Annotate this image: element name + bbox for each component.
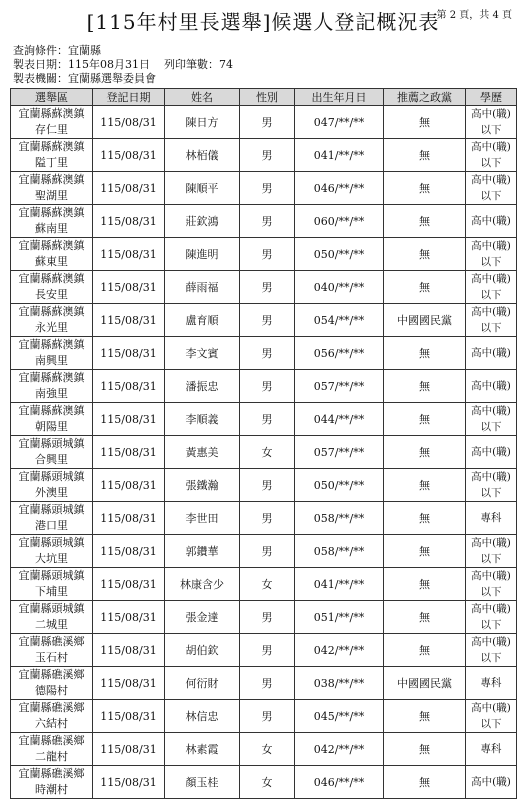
- education-cell: [466, 469, 517, 502]
- table-row: [11, 139, 517, 172]
- district-village: 大坑里: [35, 552, 68, 565]
- birth-date-cell: 050/**/**: [295, 469, 384, 502]
- candidate-name-cell: 何衍財: [165, 667, 240, 700]
- gender-cell: 男: [240, 172, 295, 205]
- table-row: [11, 502, 517, 535]
- district-cell: [11, 568, 93, 601]
- column-header: 出生年月日: [295, 89, 384, 106]
- district-cell: [11, 238, 93, 271]
- candidate-name-cell: 盧育順: [165, 304, 240, 337]
- education-level: 高中(職): [471, 702, 511, 714]
- district-village: 港口里: [35, 519, 68, 532]
- district-county-town: 宜蘭縣頭城鎮: [18, 569, 85, 582]
- gender-cell: 男: [240, 535, 295, 568]
- registration-date-cell: 115/08/31: [93, 304, 165, 337]
- party-cell: 無: [384, 337, 466, 370]
- education-cell: [466, 106, 517, 139]
- education-qualifier: 以下: [480, 652, 502, 664]
- candidate-name-cell: 莊欽鴻: [165, 205, 240, 238]
- education-level: 高中(職): [471, 215, 511, 227]
- education-level: 高中(職): [471, 446, 511, 458]
- registration-date-cell: 115/08/31: [93, 205, 165, 238]
- district-cell: [11, 601, 93, 634]
- column-header: 登記日期: [93, 89, 165, 106]
- party-cell: 無: [384, 502, 466, 535]
- birth-date-cell: 041/**/**: [295, 568, 384, 601]
- district-county-town: 宜蘭縣蘇澳鎮: [18, 338, 85, 351]
- education-qualifier: 以下: [480, 124, 502, 136]
- party-cell: 無: [384, 271, 466, 304]
- education-level: 高中(職): [471, 537, 511, 549]
- district-cell: [11, 172, 93, 205]
- gender-cell: 男: [240, 205, 295, 238]
- district-cell: [11, 634, 93, 667]
- table-row: [11, 436, 517, 469]
- district-county-town: 宜蘭縣頭城鎮: [18, 536, 85, 549]
- registration-date-cell: 115/08/31: [93, 700, 165, 733]
- education-cell: [466, 238, 517, 271]
- district-county-town: 宜蘭縣礁溪鄉: [18, 668, 85, 681]
- gender-cell: 男: [240, 139, 295, 172]
- district-county-town: 宜蘭縣礁溪鄉: [18, 734, 85, 747]
- district-cell: [11, 535, 93, 568]
- column-header: 推薦之政黨: [384, 89, 466, 106]
- candidate-name-cell: 張金達: [165, 601, 240, 634]
- gender-cell: 女: [240, 733, 295, 766]
- birth-date-cell: 057/**/**: [295, 370, 384, 403]
- candidate-name-cell: 林康含少: [165, 568, 240, 601]
- table-row: [11, 238, 517, 271]
- registration-date-cell: 115/08/31: [93, 634, 165, 667]
- education-qualifier: 以下: [480, 289, 502, 301]
- district-cell: [11, 436, 93, 469]
- education-qualifier: 以下: [480, 619, 502, 631]
- district-cell: [11, 502, 93, 535]
- party-cell: 無: [384, 238, 466, 271]
- birth-date-cell: 058/**/**: [295, 535, 384, 568]
- party-cell: 無: [384, 139, 466, 172]
- candidate-table: [10, 88, 517, 799]
- party-cell: 無: [384, 700, 466, 733]
- registration-date-cell: 115/08/31: [93, 469, 165, 502]
- candidate-name-cell: 林信忠: [165, 700, 240, 733]
- education-level: 高中(職): [471, 603, 511, 615]
- district-village: 時潮村: [35, 783, 68, 796]
- registration-date-cell: 115/08/31: [93, 733, 165, 766]
- education-level: 高中(職): [471, 240, 511, 252]
- party-cell: 無: [384, 568, 466, 601]
- record-count: 列印筆數：74: [164, 58, 233, 71]
- birth-date-cell: 058/**/**: [295, 502, 384, 535]
- district-village: 南強里: [35, 387, 68, 400]
- registration-date-cell: 115/08/31: [93, 502, 165, 535]
- education-level: 高中(職): [471, 776, 511, 788]
- district-county-town: 宜蘭縣蘇澳鎮: [18, 140, 85, 153]
- registration-date-cell: 115/08/31: [93, 766, 165, 799]
- table-row: [11, 700, 517, 733]
- education-cell: [466, 172, 517, 205]
- table-row: [11, 535, 517, 568]
- candidate-name-cell: 潘振忠: [165, 370, 240, 403]
- education-level: 高中(職): [471, 174, 511, 186]
- district-cell: [11, 205, 93, 238]
- birth-date-cell: 044/**/**: [295, 403, 384, 436]
- gender-cell: 男: [240, 700, 295, 733]
- district-county-town: 宜蘭縣蘇澳鎮: [18, 305, 85, 318]
- birth-date-cell: 040/**/**: [295, 271, 384, 304]
- gender-cell: 男: [240, 271, 295, 304]
- registration-date-cell: 115/08/31: [93, 238, 165, 271]
- education-cell: [466, 403, 517, 436]
- registration-date-cell: 115/08/31: [93, 106, 165, 139]
- birth-date-cell: 057/**/**: [295, 436, 384, 469]
- registration-date-cell: 115/08/31: [93, 568, 165, 601]
- gender-cell: 男: [240, 634, 295, 667]
- page-number: 第 2 頁，共 4 頁: [436, 10, 512, 21]
- district-county-town: 宜蘭縣蘇澳鎮: [18, 206, 85, 219]
- gender-cell: 男: [240, 469, 295, 502]
- education-cell: [466, 733, 517, 766]
- district-village: 合興里: [35, 453, 68, 466]
- district-village: 隘丁里: [35, 156, 68, 169]
- education-cell: [466, 601, 517, 634]
- party-cell: 中國國民黨: [384, 667, 466, 700]
- education-cell: [466, 568, 517, 601]
- table-row: [11, 634, 517, 667]
- party-cell: 無: [384, 106, 466, 139]
- column-header: 姓名: [165, 89, 240, 106]
- gender-cell: 男: [240, 667, 295, 700]
- table-row: [11, 304, 517, 337]
- party-cell: 無: [384, 535, 466, 568]
- district-cell: [11, 337, 93, 370]
- gender-cell: 男: [240, 601, 295, 634]
- district-village: 蘇南里: [35, 222, 68, 235]
- gender-cell: 男: [240, 502, 295, 535]
- district-village: 德陽村: [35, 684, 68, 697]
- education-level: 專科: [480, 743, 502, 755]
- education-qualifier: 以下: [480, 421, 502, 433]
- education-qualifier: 以下: [480, 190, 502, 202]
- table-row: [11, 337, 517, 370]
- birth-date-cell: 042/**/**: [295, 634, 384, 667]
- district-cell: [11, 271, 93, 304]
- district-county-town: 宜蘭縣蘇澳鎮: [18, 239, 85, 252]
- gender-cell: 男: [240, 238, 295, 271]
- gender-cell: 男: [240, 106, 295, 139]
- table-row: [11, 271, 517, 304]
- report-agency: 製表機關：宜蘭縣選舉委員會: [13, 72, 156, 85]
- table-row: [11, 766, 517, 799]
- candidate-name-cell: 李文賓: [165, 337, 240, 370]
- education-level: 高中(職): [471, 108, 511, 120]
- table-row: [11, 205, 517, 238]
- birth-date-cell: 041/**/**: [295, 139, 384, 172]
- district-village: 蘇東里: [35, 255, 68, 268]
- candidate-name-cell: 李世田: [165, 502, 240, 535]
- table-row: [11, 403, 517, 436]
- gender-cell: 男: [240, 370, 295, 403]
- party-cell: 無: [384, 370, 466, 403]
- district-village: 長安里: [35, 288, 68, 301]
- education-level: 高中(職): [471, 306, 511, 318]
- registration-date-cell: 115/08/31: [93, 601, 165, 634]
- education-level: 高中(職): [471, 380, 511, 392]
- party-cell: 中國國民黨: [384, 304, 466, 337]
- district-county-town: 宜蘭縣蘇澳鎮: [18, 107, 85, 120]
- district-village: 南興里: [35, 354, 68, 367]
- district-village: 存仁里: [35, 123, 68, 136]
- education-qualifier: 以下: [480, 256, 502, 268]
- column-header: 學歷: [466, 89, 517, 106]
- gender-cell: 男: [240, 337, 295, 370]
- education-cell: [466, 139, 517, 172]
- district-village: 二龍村: [35, 750, 68, 763]
- district-cell: [11, 106, 93, 139]
- party-cell: 無: [384, 469, 466, 502]
- candidate-name-cell: 胡伯欽: [165, 634, 240, 667]
- district-county-town: 宜蘭縣蘇澳鎮: [18, 272, 85, 285]
- education-level: 高中(職): [471, 405, 511, 417]
- district-county-town: 宜蘭縣礁溪鄉: [18, 767, 85, 780]
- registration-date-cell: 115/08/31: [93, 667, 165, 700]
- gender-cell: 女: [240, 436, 295, 469]
- district-village: 六結村: [35, 717, 68, 730]
- education-cell: [466, 370, 517, 403]
- district-village: 二城里: [35, 618, 68, 631]
- table-row: [11, 667, 517, 700]
- district-cell: [11, 370, 93, 403]
- table-row: [11, 733, 517, 766]
- table-row: [11, 601, 517, 634]
- birth-date-cell: 046/**/**: [295, 172, 384, 205]
- education-level: 高中(職): [471, 141, 511, 153]
- education-cell: [466, 667, 517, 700]
- party-cell: 無: [384, 205, 466, 238]
- district-village: 下埔里: [35, 585, 68, 598]
- table-row: [11, 469, 517, 502]
- education-level: 專科: [480, 512, 502, 524]
- birth-date-cell: 060/**/**: [295, 205, 384, 238]
- report-date-line: [13, 58, 233, 72]
- birth-date-cell: 054/**/**: [295, 304, 384, 337]
- party-cell: 無: [384, 733, 466, 766]
- education-cell: [466, 271, 517, 304]
- birth-date-cell: 056/**/**: [295, 337, 384, 370]
- education-qualifier: 以下: [480, 487, 502, 499]
- district-cell: [11, 733, 93, 766]
- candidate-name-cell: 郭鑽華: [165, 535, 240, 568]
- birth-date-cell: 046/**/**: [295, 766, 384, 799]
- district-village: 玉石村: [35, 651, 68, 664]
- table-header-row: [11, 89, 517, 106]
- candidate-name-cell: 黃惠美: [165, 436, 240, 469]
- registration-date-cell: 115/08/31: [93, 403, 165, 436]
- district-village: 朝陽里: [35, 420, 68, 433]
- district-village: 外澳里: [35, 486, 68, 499]
- registration-date-cell: 115/08/31: [93, 139, 165, 172]
- education-cell: [466, 337, 517, 370]
- district-county-town: 宜蘭縣礁溪鄉: [18, 635, 85, 648]
- education-level: 高中(職): [471, 570, 511, 582]
- birth-date-cell: 038/**/**: [295, 667, 384, 700]
- registration-date-cell: 115/08/31: [93, 172, 165, 205]
- query-condition: 查詢條件：宜蘭縣: [13, 44, 101, 57]
- district-county-town: 宜蘭縣礁溪鄉: [18, 701, 85, 714]
- district-cell: [11, 700, 93, 733]
- column-header: 選舉區: [11, 89, 93, 106]
- birth-date-cell: 047/**/**: [295, 106, 384, 139]
- gender-cell: 男: [240, 304, 295, 337]
- education-level: 高中(職): [471, 636, 511, 648]
- district-county-town: 宜蘭縣蘇澳鎮: [18, 173, 85, 186]
- registration-date-cell: 115/08/31: [93, 535, 165, 568]
- district-cell: [11, 139, 93, 172]
- registration-date-cell: 115/08/31: [93, 370, 165, 403]
- table-row: [11, 568, 517, 601]
- candidate-name-cell: 薛雨福: [165, 271, 240, 304]
- district-cell: [11, 766, 93, 799]
- education-cell: [466, 205, 517, 238]
- district-county-town: 宜蘭縣頭城鎮: [18, 503, 85, 516]
- candidate-name-cell: 陳進明: [165, 238, 240, 271]
- candidate-name-cell: 陳順平: [165, 172, 240, 205]
- education-qualifier: 以下: [480, 322, 502, 334]
- district-county-town: 宜蘭縣頭城鎮: [18, 470, 85, 483]
- candidate-name-cell: 林素霞: [165, 733, 240, 766]
- education-cell: [466, 766, 517, 799]
- education-cell: [466, 634, 517, 667]
- table-row: [11, 172, 517, 205]
- education-level: 高中(職): [471, 347, 511, 359]
- birth-date-cell: 042/**/**: [295, 733, 384, 766]
- district-cell: [11, 469, 93, 502]
- district-village: 聖湖里: [35, 189, 68, 202]
- district-village: 永光里: [35, 321, 68, 334]
- birth-date-cell: 045/**/**: [295, 700, 384, 733]
- birth-date-cell: 051/**/**: [295, 601, 384, 634]
- party-cell: 無: [384, 403, 466, 436]
- district-county-town: 宜蘭縣頭城鎮: [18, 602, 85, 615]
- column-header: 性別: [240, 89, 295, 106]
- candidate-name-cell: 顏玉桂: [165, 766, 240, 799]
- candidate-name-cell: 李順義: [165, 403, 240, 436]
- district-county-town: 宜蘭縣蘇澳鎮: [18, 404, 85, 417]
- education-cell: [466, 304, 517, 337]
- candidate-name-cell: 張鐵瀚: [165, 469, 240, 502]
- education-cell: [466, 535, 517, 568]
- district-cell: [11, 403, 93, 436]
- education-level: 高中(職): [471, 273, 511, 285]
- table-row: [11, 370, 517, 403]
- candidate-name-cell: 林栢儀: [165, 139, 240, 172]
- education-level: 專科: [480, 677, 502, 689]
- education-qualifier: 以下: [480, 586, 502, 598]
- registration-date-cell: 115/08/31: [93, 436, 165, 469]
- district-cell: [11, 304, 93, 337]
- candidate-name-cell: 陳日方: [165, 106, 240, 139]
- party-cell: 無: [384, 436, 466, 469]
- district-cell: [11, 667, 93, 700]
- party-cell: 無: [384, 601, 466, 634]
- district-county-town: 宜蘭縣蘇澳鎮: [18, 371, 85, 384]
- party-cell: 無: [384, 766, 466, 799]
- education-cell: [466, 700, 517, 733]
- education-cell: [466, 502, 517, 535]
- report-date: 製表日期：115年08月31日: [13, 58, 150, 71]
- party-cell: 無: [384, 634, 466, 667]
- education-qualifier: 以下: [480, 718, 502, 730]
- report-title: [115年村里長選舉]候選人登記概況表: [86, 10, 440, 34]
- education-level: 高中(職): [471, 471, 511, 483]
- table-row: [11, 106, 517, 139]
- birth-date-cell: 050/**/**: [295, 238, 384, 271]
- registration-date-cell: 115/08/31: [93, 271, 165, 304]
- education-qualifier: 以下: [480, 553, 502, 565]
- gender-cell: 男: [240, 403, 295, 436]
- gender-cell: 女: [240, 766, 295, 799]
- education-qualifier: 以下: [480, 157, 502, 169]
- party-cell: 無: [384, 172, 466, 205]
- district-county-town: 宜蘭縣頭城鎮: [18, 437, 85, 450]
- education-cell: [466, 436, 517, 469]
- registration-date-cell: 115/08/31: [93, 337, 165, 370]
- gender-cell: 女: [240, 568, 295, 601]
